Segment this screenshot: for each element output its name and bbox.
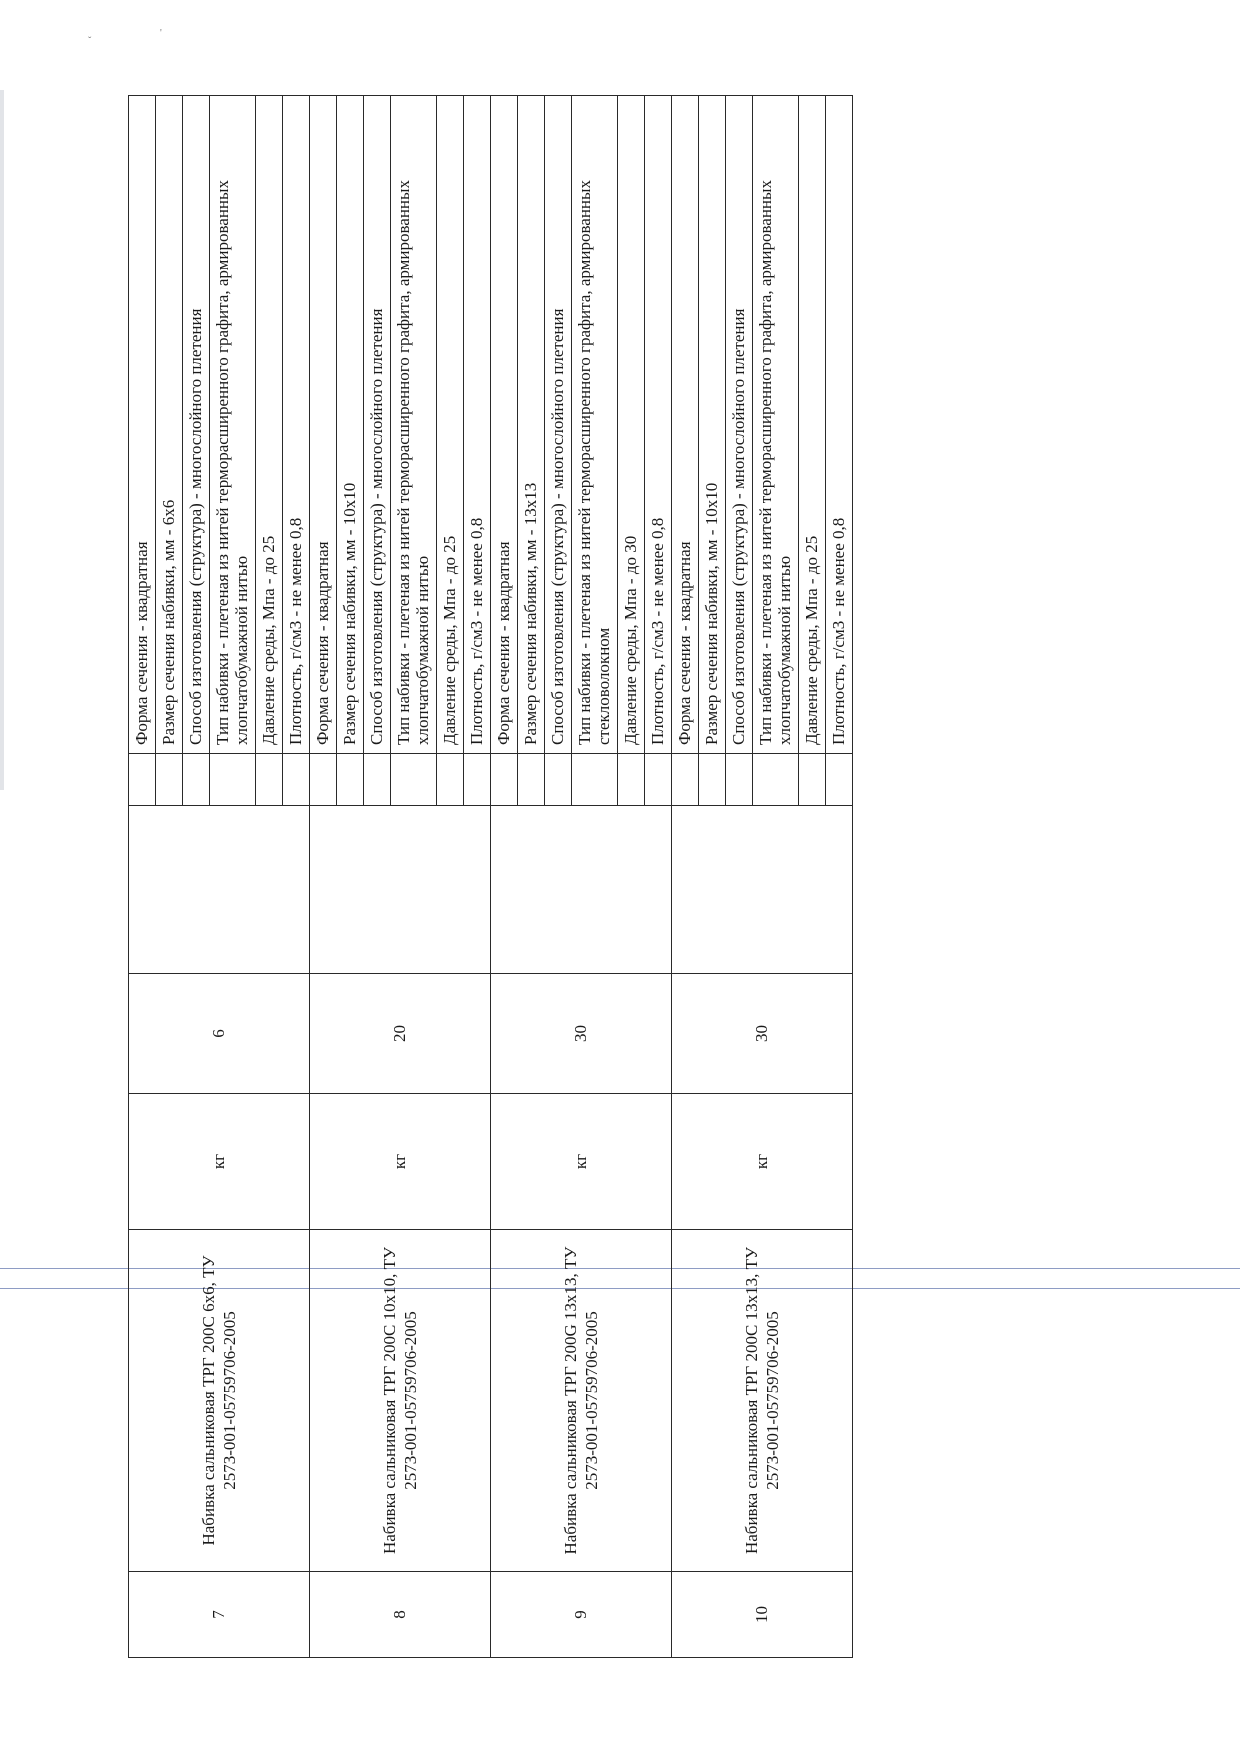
table-row <box>491 96 518 1658</box>
spec-characteristic: Тип набивки - плетеная из нитей терморасширенного графита, армированных хлопчатобумажной нитью <box>210 96 256 754</box>
spec-characteristic: Плотность, г/см3 - не менее 0,8 <box>283 96 310 754</box>
spec-characteristic: Давление среды, Мпа - до 25 <box>799 96 826 754</box>
spec-characteristic: Способ изготовления (структура) - многослойного плетения <box>726 96 753 754</box>
empty-subcell <box>699 754 726 806</box>
item-unit: кг <box>491 1094 672 1230</box>
empty-subcell <box>391 754 437 806</box>
item-quantity: 20 <box>310 974 491 1094</box>
empty-subcell <box>310 754 337 806</box>
spec-characteristic: Тип набивки - плетеная из нитей терморасширенного графита, армированных хлопчатобумажной нитью <box>753 96 799 754</box>
spec-table <box>128 95 853 1658</box>
spec-characteristic: Плотность, г/см3 - не менее 0,8 <box>464 96 491 754</box>
empty-subcell <box>618 754 645 806</box>
empty-subcell <box>645 754 672 806</box>
spec-characteristic: Плотность, г/см3 - не менее 0,8 <box>826 96 853 754</box>
spec-characteristic: Способ изготовления (структура) - многослойного плетения <box>183 96 210 754</box>
item-number: 7 <box>129 1572 310 1658</box>
spec-characteristic: Размер сечения набивки, мм - 6х6 <box>156 96 183 754</box>
spec-characteristic: Способ изготовления (структура) - многослойного плетения <box>364 96 391 754</box>
empty-subcell <box>283 754 310 806</box>
spec-characteristic: Тип набивки - плетеная из нитей терморасширенного графита, армированных стекловолокном <box>572 96 618 754</box>
empty-subcell <box>337 754 364 806</box>
empty-subcell <box>572 754 618 806</box>
empty-cell <box>310 806 491 974</box>
empty-subcell <box>210 754 256 806</box>
spec-characteristic: Форма сечения - квадратная <box>310 96 337 754</box>
empty-subcell <box>183 754 210 806</box>
table-row <box>672 96 699 1658</box>
spec-characteristic: Форма сечения - квадратная <box>129 96 156 754</box>
empty-subcell <box>156 754 183 806</box>
item-number: 9 <box>491 1572 672 1658</box>
item-unit: кг <box>672 1094 853 1230</box>
spec-characteristic: Размер сечения набивки, мм - 10х10 <box>337 96 364 754</box>
scan-dot: ' <box>160 28 162 39</box>
empty-subcell <box>545 754 572 806</box>
item-name: Набивка сальниковая ТРГ 200С 10х10, ТУ 2573-001-05759706-2005 <box>310 1230 491 1572</box>
scan-dot: ˇ <box>88 36 92 47</box>
spec-characteristic: Размер сечения набивки, мм - 10х10 <box>699 96 726 754</box>
empty-subcell <box>726 754 753 806</box>
item-unit: кг <box>129 1094 310 1230</box>
empty-cell <box>491 806 672 974</box>
spec-characteristic: Тип набивки - плетеная из нитей терморасширенного графита, армированных хлопчатобумажной нитью <box>391 96 437 754</box>
spec-characteristic: Давление среды, Мпа - до 25 <box>256 96 283 754</box>
spec-characteristic: Давление среды, Мпа - до 25 <box>437 96 464 754</box>
item-number: 10 <box>672 1572 853 1658</box>
empty-subcell <box>491 754 518 806</box>
empty-subcell <box>672 754 699 806</box>
table-row <box>310 96 337 1658</box>
item-number: 8 <box>310 1572 491 1658</box>
item-quantity: 30 <box>491 974 672 1094</box>
empty-subcell <box>799 754 826 806</box>
item-name: Набивка сальниковая ТРГ 200С 13х13, ТУ 2573-001-05759706-2005 <box>672 1230 853 1572</box>
spec-characteristic: Давление среды, Мпа - до 30 <box>618 96 645 754</box>
empty-subcell <box>518 754 545 806</box>
item-quantity: 30 <box>672 974 853 1094</box>
empty-subcell <box>437 754 464 806</box>
spec-table-body <box>129 96 853 1658</box>
empty-subcell <box>129 754 156 806</box>
spec-characteristic: Способ изготовления (структура) - многослойного плетения <box>545 96 572 754</box>
empty-subcell <box>464 754 491 806</box>
empty-subcell <box>256 754 283 806</box>
empty-subcell <box>826 754 853 806</box>
table-row <box>129 96 156 1658</box>
empty-subcell <box>364 754 391 806</box>
item-name: Набивка сальниковая ТРГ 200G 13х13, ТУ 2573-001-05759706-2005 <box>491 1230 672 1572</box>
spec-characteristic: Форма сечения - квадратная <box>672 96 699 754</box>
item-name: Набивка сальниковая ТРГ 200С 6х6, ТУ 2573-001-05759706-2005 <box>129 1230 310 1572</box>
empty-cell <box>672 806 853 974</box>
empty-subcell <box>753 754 799 806</box>
rotated-page <box>128 96 1128 1658</box>
spec-characteristic: Размер сечения набивки, мм - 13х13 <box>518 96 545 754</box>
empty-cell <box>129 806 310 974</box>
item-quantity: 6 <box>129 974 310 1094</box>
spec-characteristic: Плотность, г/см3 - не менее 0,8 <box>645 96 672 754</box>
item-unit: кг <box>310 1094 491 1230</box>
spec-characteristic: Форма сечения - квадратная <box>491 96 518 754</box>
scan-edge-mark <box>0 90 4 790</box>
